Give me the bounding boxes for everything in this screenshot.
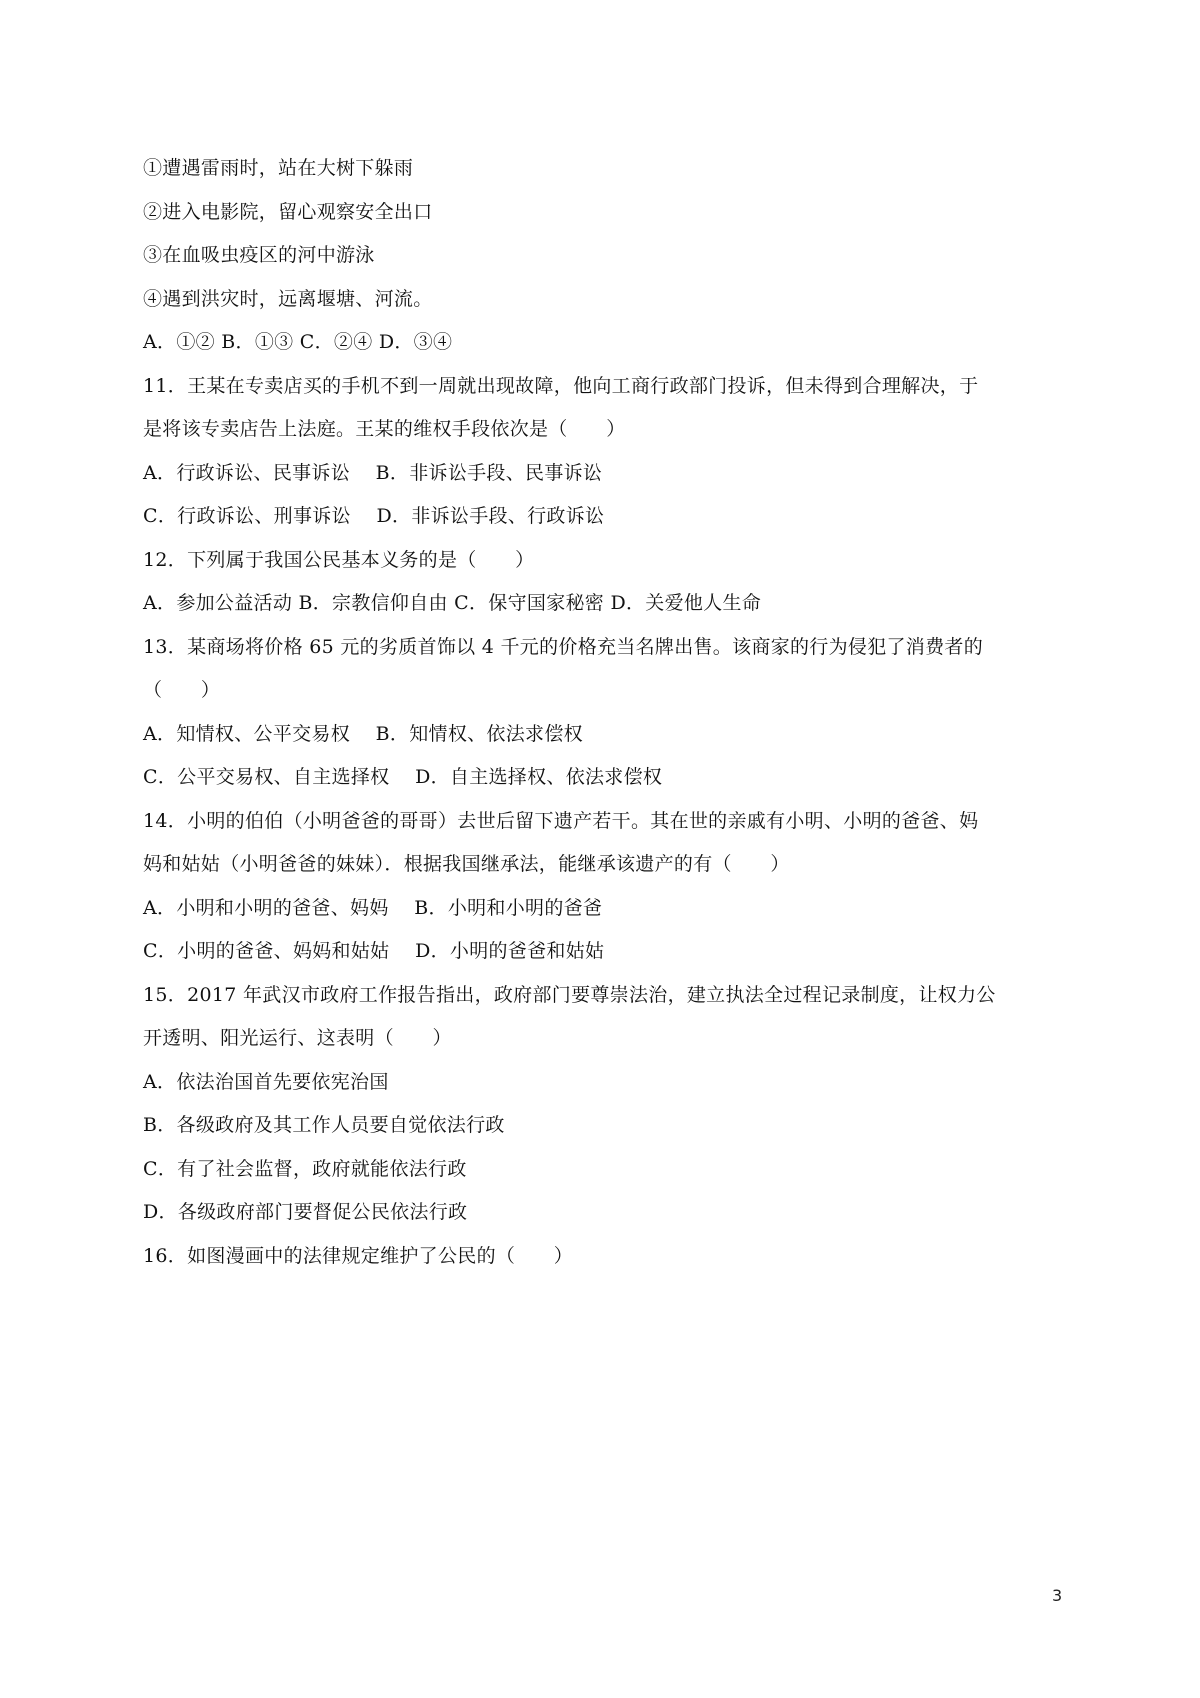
- page-number: 3: [1052, 1586, 1063, 1605]
- q15-answer-b: B．各级政府及其工作人员要自觉依法行政: [143, 1114, 505, 1136]
- q15-stem-line-1: 15．2017 年武汉市政府工作报告指出，政府部门要尊崇法治，建立执法全过程记录制度，让权力公: [143, 984, 996, 1006]
- q13-answers-cd: C．公平交易权、自主选择权 D．自主选择权、依法求偿权: [143, 766, 663, 788]
- q12-stem: 12．下列属于我国公民基本义务的是（ ）: [143, 549, 535, 571]
- q14-stem-line-1: 14．小明的伯伯（小明爸爸的哥哥）去世后留下遗产若干。其在世的亲戚有小明、小明的爸爸、妈: [143, 810, 979, 832]
- q15-stem-line-2: 开透明、阳光运行、这表明（ ）: [143, 1027, 452, 1049]
- q13-stem-line-2: （ ）: [143, 679, 221, 701]
- q15-answer-a: A．依法治国首先要依宪治国: [143, 1071, 389, 1093]
- q14-answers-ab: A．小明和小明的爸爸、妈妈 B．小明和小明的爸爸: [143, 897, 603, 919]
- q11-stem-line-2: 是将该专卖店告上法庭。王某的维权手段依次是（ ）: [143, 418, 626, 440]
- q12-answers: A．参加公益活动 B．宗教信仰自由 C．保守国家秘密 D．关爱他人生命: [143, 592, 762, 614]
- q11-answers-cd: C．行政诉讼、刑事诉讼 D．非诉讼手段、行政诉讼: [143, 505, 605, 527]
- q11-stem-line-1: 11．王某在专卖店买的手机不到一周就出现故障，他向工商行政部门投诉，但未得到合理解决，于: [143, 375, 979, 397]
- q14-answers-cd: C．小明的爸爸、妈妈和姑姑 D．小明的爸爸和姑姑: [143, 940, 605, 962]
- option-line-4: ④遇到洪灾时，远离堰塘、河流。: [143, 288, 433, 310]
- q15-answer-d: D．各级政府部门要督促公民依法行政: [143, 1201, 468, 1223]
- q15-answer-c: C．有了社会监督，政府就能依法行政: [143, 1158, 467, 1180]
- q11-answers-ab: A．行政诉讼、民事诉讼 B．非诉讼手段、民事诉讼: [143, 462, 603, 484]
- q10-answers: A．①② B．①③ C．②④ D．③④: [143, 331, 453, 353]
- q13-answers-ab: A．知情权、公平交易权 B．知情权、依法求偿权: [143, 723, 583, 745]
- q13-stem-line-1: 13．某商场将价格 65 元的劣质首饰以 4 千元的价格充当名牌出售。该商家的行为侵犯了消费者的: [143, 636, 984, 658]
- q14-stem-line-2: 妈和姑姑（小明爸爸的妹妹）．根据我国继承法，能继承该遗产的有（ ）: [143, 853, 790, 875]
- q16-stem: 16．如图漫画中的法律规定维护了公民的（ ）: [143, 1245, 574, 1267]
- option-line-2: ②进入电影院，留心观察安全出口: [143, 201, 433, 223]
- option-line-3: ③在血吸虫疫区的河中游泳: [143, 244, 375, 266]
- option-line-1: ①遭遇雷雨时，站在大树下躲雨: [143, 157, 414, 179]
